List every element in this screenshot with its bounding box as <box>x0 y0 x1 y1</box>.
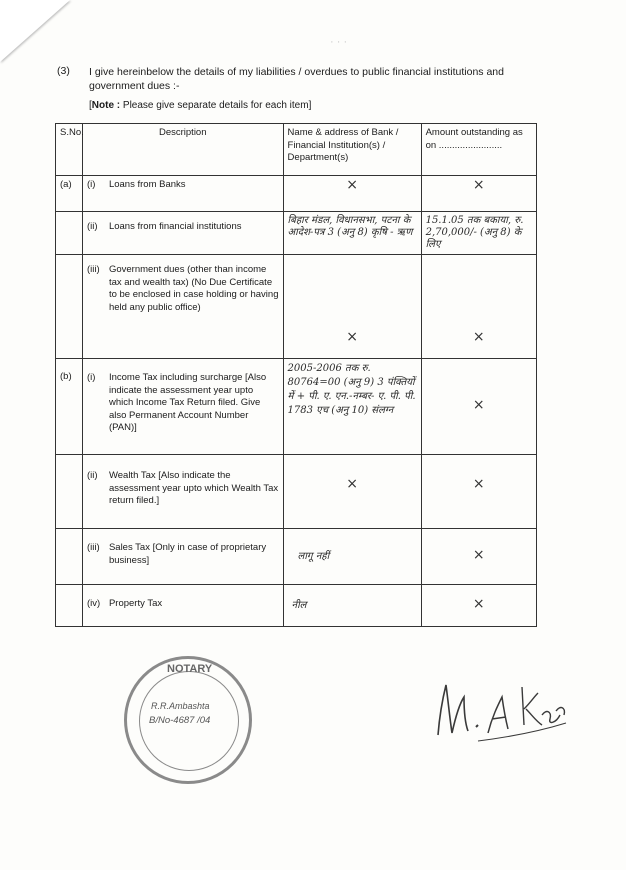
row-description <box>82 529 283 585</box>
page-corner-fold <box>0 0 70 62</box>
row-subnumber: (iii) <box>86 264 100 275</box>
cross-mark: × <box>472 328 485 345</box>
note-text: Please give separate details for each item] <box>122 100 312 111</box>
note-open: [ <box>89 100 92 111</box>
row-description <box>82 176 283 212</box>
cross-mark: × <box>346 177 358 193</box>
row-description <box>82 585 283 627</box>
row-sno: (b) <box>56 359 83 455</box>
cross-mark: × <box>472 596 485 613</box>
row-desc-text: Property Tax <box>108 598 163 609</box>
table-row <box>56 359 537 455</box>
row-sno <box>56 585 83 627</box>
handwritten-entry: बिहार मंडल, विधानसभा, पटना के आदेश-पत्र 3 (अनु 8) कृषि - ऋण <box>287 215 413 238</box>
row-sno: (a) <box>56 176 83 212</box>
row-name-address <box>283 255 421 359</box>
header-description: Description <box>82 124 283 176</box>
paragraph-text: I give hereinbelow the details of my liabilities / overdues to public financial institutions and government dues :- <box>89 66 504 92</box>
row-description <box>82 455 283 529</box>
paragraph-number: (3) <box>57 65 70 77</box>
row-amount <box>421 529 536 585</box>
row-desc-text: Wealth Tax [Also indicate the assessment year upto which Wealth Tax return filed.] <box>108 470 279 506</box>
table-header-row <box>56 124 537 176</box>
cross-mark: × <box>346 476 358 493</box>
row-subnumber: (i) <box>86 179 96 190</box>
row-desc-text: Sales Tax [Only in case of proprietary business] <box>108 542 267 566</box>
row-subnumber: (iii) <box>86 542 100 553</box>
row-name-address <box>283 176 421 212</box>
header-amount: Amount outstanding as on ........................ <box>421 124 536 176</box>
row-description <box>82 255 283 359</box>
signature <box>430 675 570 745</box>
handwritten-entry: नील <box>291 599 307 611</box>
row-amount <box>421 176 536 212</box>
table-row <box>56 212 537 255</box>
row-amount <box>421 255 536 359</box>
bleed-through-text: · · · <box>330 36 348 48</box>
row-desc-text: Loans from Banks <box>108 179 186 190</box>
row-desc-text: Income Tax including surcharge [Also indicate the assessment year upto which Income Tax Return filed. Give also Permanent Account Number (PAN)] <box>108 372 267 433</box>
table-row <box>56 176 537 212</box>
row-subnumber: (ii) <box>86 470 98 481</box>
row-name-address <box>283 455 421 529</box>
row-sno <box>56 529 83 585</box>
handwritten-entry: 15.1.05 तक बकाया, रु. 2,70,000/- (अनु 8) के लिए <box>425 215 524 250</box>
liabilities-table <box>55 123 537 627</box>
table-row <box>56 585 537 627</box>
header-name-address: Name & address of Bank / Financial Institution(s) / Department(s) <box>283 124 421 176</box>
cross-mark: × <box>472 476 485 493</box>
row-amount <box>421 212 536 255</box>
row-name-address <box>283 529 421 585</box>
row-subnumber: (iv) <box>86 598 101 609</box>
row-name-address <box>283 585 421 627</box>
table-row <box>56 255 537 359</box>
row-name-address <box>283 212 421 255</box>
cross-mark: × <box>472 177 485 193</box>
row-sno <box>56 455 83 529</box>
table-row <box>56 455 537 529</box>
row-amount <box>421 359 536 455</box>
notary-seal <box>124 656 252 784</box>
handwritten-entry: 2005-2006 तक रु. 80764=00 (अनु 9) 3 पंक्तियों में + पी. ए. एन.-नम्बर- ए. पी. पी. 1783 एच (अनु 10) संलग्न <box>287 363 416 416</box>
cross-mark: × <box>472 397 485 414</box>
row-amount <box>421 585 536 627</box>
row-sno <box>56 212 83 255</box>
seal-name: R.R.Ambashta <box>151 701 210 711</box>
row-description <box>82 359 283 455</box>
seal-registration: B/No-4687 /04 <box>149 715 211 726</box>
row-desc-text: Loans from financial institutions <box>108 221 242 232</box>
row-description <box>82 212 283 255</box>
note <box>89 100 311 111</box>
table-row <box>56 529 537 585</box>
row-desc-text: Government dues (other than income tax and wealth tax) (No Due Certificate to be enclosed in case holding or having held any public office) <box>108 264 279 313</box>
cross-mark: × <box>472 547 485 564</box>
header-sno: S.No. <box>56 124 83 176</box>
cross-mark: × <box>346 328 358 345</box>
note-label: Note : <box>91 100 121 111</box>
row-subnumber: (i) <box>86 372 96 383</box>
row-subnumber: (ii) <box>86 221 98 232</box>
row-sno <box>56 255 83 359</box>
row-amount <box>421 455 536 529</box>
row-name-address <box>283 359 421 455</box>
seal-title: NOTARY <box>167 663 213 675</box>
handwritten-entry: लागू नहीं <box>297 550 330 562</box>
